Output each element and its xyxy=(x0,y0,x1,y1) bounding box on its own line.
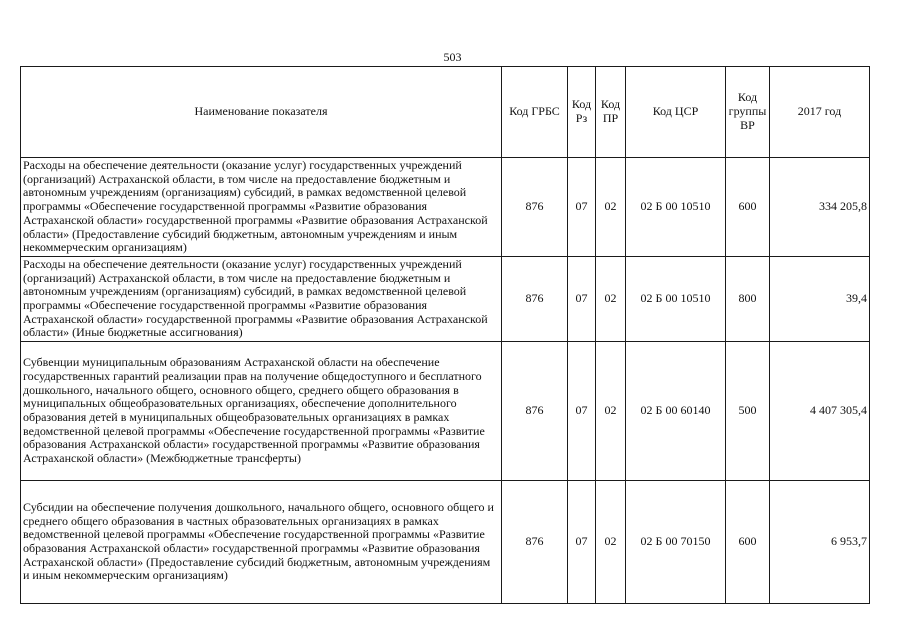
row-grbs: 876 xyxy=(502,257,568,342)
table-row xyxy=(21,158,870,257)
page-number: 503 xyxy=(443,50,462,64)
row-amount: 4 407 305,4 xyxy=(770,342,870,481)
row-csr: 02 Б 00 70150 xyxy=(626,481,726,604)
row-pr: 02 xyxy=(596,158,626,257)
row-rz: 07 xyxy=(568,158,596,257)
header-name: Наименование показателя xyxy=(21,67,502,158)
row-description: Расходы на обеспечение деятельности (оказание услуг) государственных учреждений (организаций) Астраханской области, в том числе на предоставление бюджетным и автономным учреждениям (организациям) субсидий, в рамках ведомственной целевой программы «Обеспечение государственной программы «Развитие образования Астраханской области» государственной программы «Развитие образования Астраханской области» (Иные бюджетные ассигнования) xyxy=(21,257,502,342)
header-pr: Код ПР xyxy=(596,67,626,158)
row-grbs: 876 xyxy=(502,481,568,604)
header-rz: Код Рз xyxy=(568,67,596,158)
row-pr: 02 xyxy=(596,481,626,604)
row-vr: 600 xyxy=(726,158,770,257)
row-csr: 02 Б 00 10510 xyxy=(626,158,726,257)
row-vr: 600 xyxy=(726,481,770,604)
row-description: Субсидии на обеспечение получения дошкольного, начального общего, основного общего и среднего общего образования в частных образовательных организациях в рамках ведомственной целевой программы «Обеспечение государственной программы «Развитие образования Астраханской области» государственной программы «Развитие образования Астраханской области» (Предоставление субсидий бюджетным, автономным учреждениям и иным некоммерческим организациям) xyxy=(21,481,502,604)
row-amount: 334 205,8 xyxy=(770,158,870,257)
header-csr: Код ЦСР xyxy=(626,67,726,158)
row-vr: 800 xyxy=(726,257,770,342)
row-csr: 02 Б 00 10510 xyxy=(626,257,726,342)
row-pr: 02 xyxy=(596,342,626,481)
row-amount: 39,4 xyxy=(770,257,870,342)
budget-table xyxy=(20,66,870,604)
row-rz: 07 xyxy=(568,342,596,481)
header-grbs: Код ГРБС xyxy=(502,67,568,158)
row-amount: 6 953,7 xyxy=(770,481,870,604)
row-rz: 07 xyxy=(568,257,596,342)
header-year: 2017 год xyxy=(770,67,870,158)
table-row xyxy=(21,481,870,604)
table-header-row xyxy=(21,67,870,158)
row-pr: 02 xyxy=(596,257,626,342)
table-row xyxy=(21,342,870,481)
row-description: Субвенции муниципальным образованиям Астраханской области на обеспечение государственных гарантий реализации прав на получение общедоступного и бесплатного дошкольного, начального общего, основного общего, среднего общего образования в муниципальных общеобразовательных организациях, обеспечение дополнительного образования детей в муниципальных общеобразовательных организациях в рамках ведомственной целевой программы «Обеспечение государственной программы «Развитие образования Астраханской области» государственной программы «Развитие образования Астраханской области» (Межбюджетные трансферты) xyxy=(21,342,502,481)
row-grbs: 876 xyxy=(502,158,568,257)
row-vr: 500 xyxy=(726,342,770,481)
table-row xyxy=(21,257,870,342)
row-grbs: 876 xyxy=(502,342,568,481)
row-csr: 02 Б 00 60140 xyxy=(626,342,726,481)
row-description: Расходы на обеспечение деятельности (оказание услуг) государственных учреждений (организаций) Астраханской области, в том числе на предоставление бюджетным и автономным учреждениям (организациям) субсидий, в рамках ведомственной целевой программы «Обеспечение государственной программы «Развитие образования Астраханской области» государственной программы «Развитие образования Астраханской области» (Предоставление субсидий бюджетным, автономным учреждениям и иным некоммерческим организациям) xyxy=(21,158,502,257)
header-vr: Код группы ВР xyxy=(726,67,770,158)
row-rz: 07 xyxy=(568,481,596,604)
